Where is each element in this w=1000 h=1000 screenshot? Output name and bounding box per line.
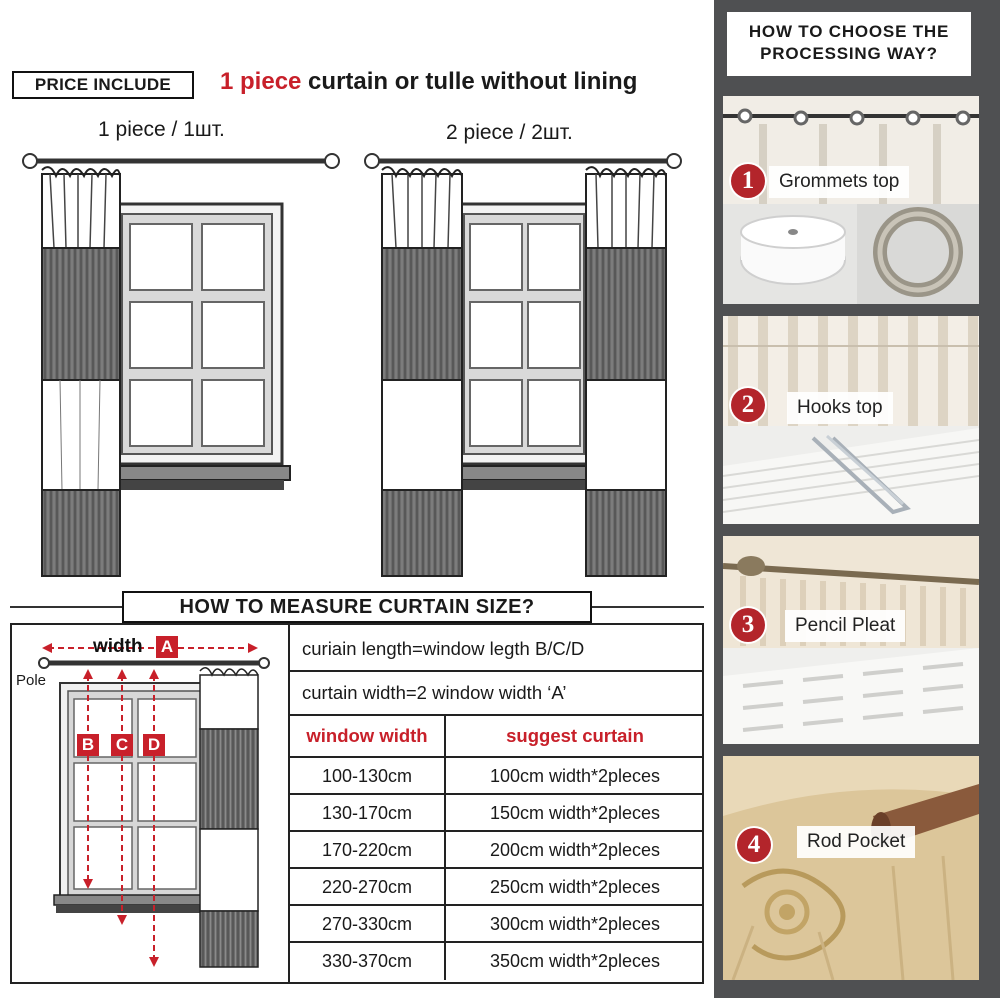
option-label-grommets: Grommets top	[769, 166, 909, 198]
table-row	[290, 832, 704, 869]
headline-text: curtain or tulle without lining	[301, 68, 638, 95]
letter-d: D	[143, 734, 165, 756]
table-row	[290, 869, 704, 906]
headline-highlight: 1 piece	[220, 68, 302, 95]
window-drawing	[444, 204, 604, 490]
panel-title	[727, 12, 971, 76]
window-width-cell: 220-270cm	[290, 869, 446, 904]
pole-label: Pole	[16, 672, 47, 689]
measure-title: HOW TO MEASURE CURTAIN SIZE?	[122, 591, 592, 623]
column-header-suggest-curtain: suggest curtain	[506, 725, 644, 746]
option-label-hooks: Hooks top	[787, 392, 893, 424]
step-number-1: 1	[731, 164, 765, 198]
window-width-cell: 100-130cm	[290, 758, 446, 793]
window-drawing	[102, 204, 290, 490]
one-piece-illustration	[20, 146, 340, 586]
grommets-photo	[723, 96, 979, 304]
section-divider-right	[590, 606, 704, 608]
curtain-panel	[42, 167, 120, 576]
curtain-panel-left	[382, 167, 462, 576]
width-label: width	[93, 636, 143, 657]
rod-pocket-photo	[723, 756, 979, 980]
suggest-curtain-cell: 300cm width*2pleces	[489, 914, 661, 934]
step-number-3: 3	[731, 608, 765, 642]
table-row	[290, 758, 704, 795]
panel-title-line-1: HOW TO CHOOSE THE	[748, 22, 950, 41]
letter-c: C	[111, 734, 133, 756]
section-divider-left	[10, 606, 124, 608]
formula-curtain-width: curtain width=2 window width ‘A’	[290, 672, 704, 716]
formula-curtain-length: curiain length=window legth B/C/D	[290, 628, 704, 672]
option-label-rod-pocket: Rod Pocket	[797, 826, 915, 858]
option-card-hooks	[723, 316, 979, 524]
step-number-2: 2	[731, 388, 765, 422]
table-row	[290, 795, 704, 832]
option-card-pencil-pleat	[723, 536, 979, 744]
suggest-curtain-cell: 100cm width*2pleces	[489, 766, 661, 786]
table-row	[290, 943, 704, 980]
size-table	[290, 716, 704, 980]
suggest-curtain-cell: 350cm width*2pleces	[489, 951, 661, 971]
table-header-row	[290, 716, 704, 758]
table-row	[290, 906, 704, 943]
option-card-rod-pocket	[723, 756, 979, 980]
headline	[220, 68, 637, 96]
suggest-curtain-cell: 200cm width*2pleces	[489, 840, 661, 860]
suggest-curtain-cell: 250cm width*2pleces	[489, 877, 661, 897]
curtain-rod	[365, 154, 681, 168]
caption-one-piece: 1 piece / 1шт.	[98, 118, 225, 141]
curtain-rod	[23, 154, 339, 168]
window-width-cell: 170-220cm	[290, 832, 446, 867]
window-width-cell: 270-330cm	[290, 906, 446, 941]
price-include-box: PRICE INCLUDE	[12, 71, 194, 99]
window-width-cell: 130-170cm	[290, 795, 446, 830]
curtain-panel-right	[586, 167, 666, 576]
window-width-cell: 330-370cm	[290, 943, 446, 980]
panel-title-line-2: PROCESSING WAY?	[760, 44, 938, 63]
column-header-window-width: window width	[290, 716, 446, 756]
option-label-pencil-pleat: Pencil Pleat	[785, 610, 905, 642]
letter-b: B	[77, 734, 99, 756]
caption-two-piece: 2 piece / 2шт.	[446, 121, 573, 144]
measure-diagram	[12, 625, 288, 982]
letter-a: A	[156, 636, 178, 658]
two-piece-illustration	[362, 146, 682, 586]
step-number-4: 4	[737, 828, 771, 862]
option-card-grommets	[723, 96, 979, 304]
suggest-curtain-cell: 150cm width*2pleces	[489, 803, 661, 823]
